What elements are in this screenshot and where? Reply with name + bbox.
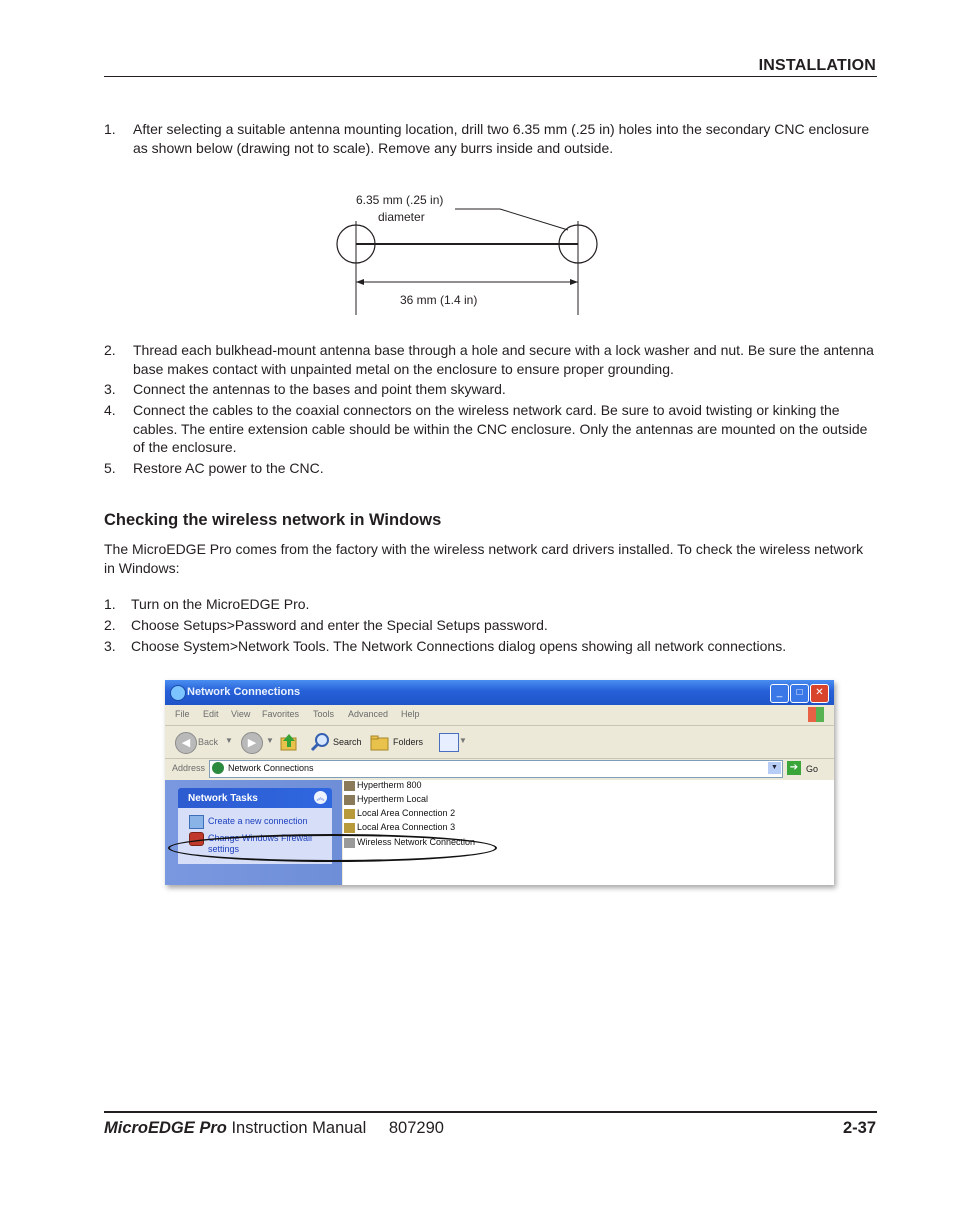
step-number: 3. bbox=[104, 381, 116, 397]
collapse-icon[interactable]: ︽ bbox=[314, 791, 327, 804]
manual-label: Instruction Manual bbox=[231, 1119, 367, 1137]
back-button-label[interactable]: Back bbox=[198, 737, 219, 747]
step-number: 1. bbox=[104, 596, 116, 612]
window-title: Network Connections bbox=[187, 686, 301, 698]
page-number: 2-37 bbox=[842, 1119, 876, 1137]
network-tasks-header[interactable] bbox=[178, 788, 332, 808]
connection-label: Hypertherm 800 bbox=[357, 780, 422, 790]
views-icon[interactable] bbox=[439, 733, 459, 752]
connection-icon bbox=[344, 809, 355, 819]
connection-label: Local Area Connection 2 bbox=[357, 808, 456, 818]
address-bar bbox=[165, 759, 834, 779]
connection-item[interactable] bbox=[357, 780, 422, 790]
create-connection-link[interactable]: Create a new connection bbox=[208, 816, 308, 826]
footer-rule bbox=[104, 1111, 877, 1113]
menu-tools[interactable]: Tools bbox=[313, 709, 335, 719]
hole-diameter-label: 6.35 mm (.25 in) bbox=[356, 193, 444, 207]
connection-label: Hypertherm Local bbox=[357, 794, 429, 804]
step-number: 1. bbox=[104, 121, 116, 137]
search-button-label[interactable]: Search bbox=[333, 737, 362, 747]
windows-logo-icon bbox=[808, 707, 824, 722]
list-item bbox=[104, 401, 874, 457]
chevron-down-icon[interactable]: ▼ bbox=[266, 736, 274, 745]
title-bar bbox=[165, 680, 834, 705]
step-number: 4. bbox=[104, 402, 116, 418]
footer-title bbox=[104, 1119, 444, 1138]
step-text: Connect the cables to the coaxial connectors on the wireless network card. Be sure to avoid twisting or kinking the cables. The entire extension cable should be within the CNC enclosure. Only the antennas are mounted on the outside of the enclosure. bbox=[133, 402, 868, 455]
firewall-settings-link[interactable]: Change Windows Firewall settings bbox=[208, 833, 313, 854]
search-icon[interactable] bbox=[310, 732, 330, 752]
list-item bbox=[104, 341, 874, 378]
go-button[interactable]: Go bbox=[806, 764, 819, 774]
list-item bbox=[104, 616, 874, 635]
list-item bbox=[104, 380, 874, 399]
list-item bbox=[104, 595, 874, 614]
hole-spacing-diagram bbox=[330, 185, 610, 320]
connection-item[interactable] bbox=[357, 808, 455, 818]
menu-favorites[interactable]: Favorites bbox=[262, 709, 300, 719]
toolbar bbox=[165, 726, 834, 759]
chevron-down-icon[interactable]: ▼ bbox=[459, 736, 467, 745]
network-icon bbox=[212, 762, 224, 774]
dimension-arrow bbox=[570, 279, 578, 285]
hole-diameter-label-2: diameter bbox=[378, 210, 425, 224]
subsection-heading: Checking the wireless network in Windows bbox=[104, 511, 442, 529]
address-input[interactable] bbox=[209, 760, 783, 778]
chevron-down-icon[interactable]: ▼ bbox=[225, 736, 233, 745]
menu-help[interactable]: Help bbox=[401, 709, 420, 719]
dimension-arrow bbox=[356, 279, 364, 285]
network-tasks-title: Network Tasks bbox=[188, 793, 258, 804]
maximize-button[interactable]: □ bbox=[790, 684, 809, 703]
close-button[interactable]: ✕ bbox=[810, 684, 829, 703]
folders-button-label[interactable]: Folders bbox=[393, 737, 424, 747]
address-value: Network Connections bbox=[228, 763, 314, 773]
step-text: Choose System>Network Tools. The Network Connections dialog opens showing all network connections. bbox=[131, 638, 787, 654]
connection-icon bbox=[344, 781, 355, 791]
step-text: Thread each bulkhead-mount antenna base through a hole and secure with a lock washer and nut. Be sure the antenna base makes contact with unpainted metal on the enclosure to ensure proper grounding. bbox=[133, 342, 874, 377]
highlight-ellipse bbox=[168, 834, 497, 862]
list-item bbox=[104, 120, 874, 157]
step-number: 2. bbox=[104, 342, 116, 358]
connection-label: Local Area Connection 3 bbox=[357, 822, 456, 832]
menu-file[interactable]: File bbox=[175, 709, 190, 719]
document-number: 807290 bbox=[388, 1119, 444, 1137]
folder-up-icon[interactable] bbox=[280, 732, 298, 752]
minimize-button[interactable]: _ bbox=[770, 684, 789, 703]
connection-icon bbox=[344, 795, 355, 805]
intro-paragraph: The MicroEDGE Pro comes from the factory with the wireless network card drivers installed. To check the wireless network in Windows: bbox=[104, 541, 864, 576]
step-text: Choose Setups>Password and enter the Special Setups password. bbox=[131, 617, 548, 633]
menu-bar bbox=[165, 705, 834, 726]
step-text: Turn on the MicroEDGE Pro. bbox=[131, 596, 310, 612]
task-pane bbox=[165, 780, 342, 885]
step-number: 5. bbox=[104, 460, 116, 476]
connection-item[interactable] bbox=[357, 822, 455, 832]
header-rule bbox=[104, 76, 877, 77]
network-icon bbox=[170, 685, 186, 701]
step-text: Connect the antennas to the bases and point them skyward. bbox=[133, 381, 506, 397]
menu-advanced[interactable]: Advanced bbox=[348, 709, 389, 719]
leader-line bbox=[500, 209, 568, 230]
new-connection-icon bbox=[189, 815, 204, 829]
back-icon[interactable]: ◀ bbox=[175, 732, 197, 754]
menu-edit[interactable]: Edit bbox=[203, 709, 219, 719]
step-number: 3. bbox=[104, 638, 116, 654]
connections-list bbox=[343, 780, 834, 885]
step-text: After selecting a suitable antenna mounting location, drill two 6.35 mm (.25 in) holes into the secondary CNC enclosure as shown below (drawing not to scale). Remove any burrs inside and outside. bbox=[133, 121, 870, 156]
forward-icon[interactable]: ▶ bbox=[241, 732, 263, 754]
folders-icon[interactable] bbox=[370, 734, 390, 751]
section-title: INSTALLATION bbox=[758, 57, 876, 74]
list-item bbox=[104, 637, 874, 656]
step-number: 2. bbox=[104, 617, 116, 633]
spacing-label: 36 mm (1.4 in) bbox=[400, 293, 478, 307]
product-name: MicroEDGE Pro bbox=[104, 1119, 227, 1137]
address-label: Address bbox=[172, 763, 206, 773]
chevron-down-icon[interactable]: ▼ bbox=[768, 762, 781, 774]
menu-view[interactable]: View bbox=[231, 709, 251, 719]
connection-item[interactable] bbox=[357, 794, 428, 804]
connection-label: Wireless Network Connection bbox=[357, 837, 476, 847]
list-item bbox=[104, 459, 874, 478]
connection-icon bbox=[344, 823, 355, 833]
step-text: Restore AC power to the CNC. bbox=[133, 460, 324, 476]
go-arrow-icon[interactable]: ➔ bbox=[787, 761, 801, 775]
